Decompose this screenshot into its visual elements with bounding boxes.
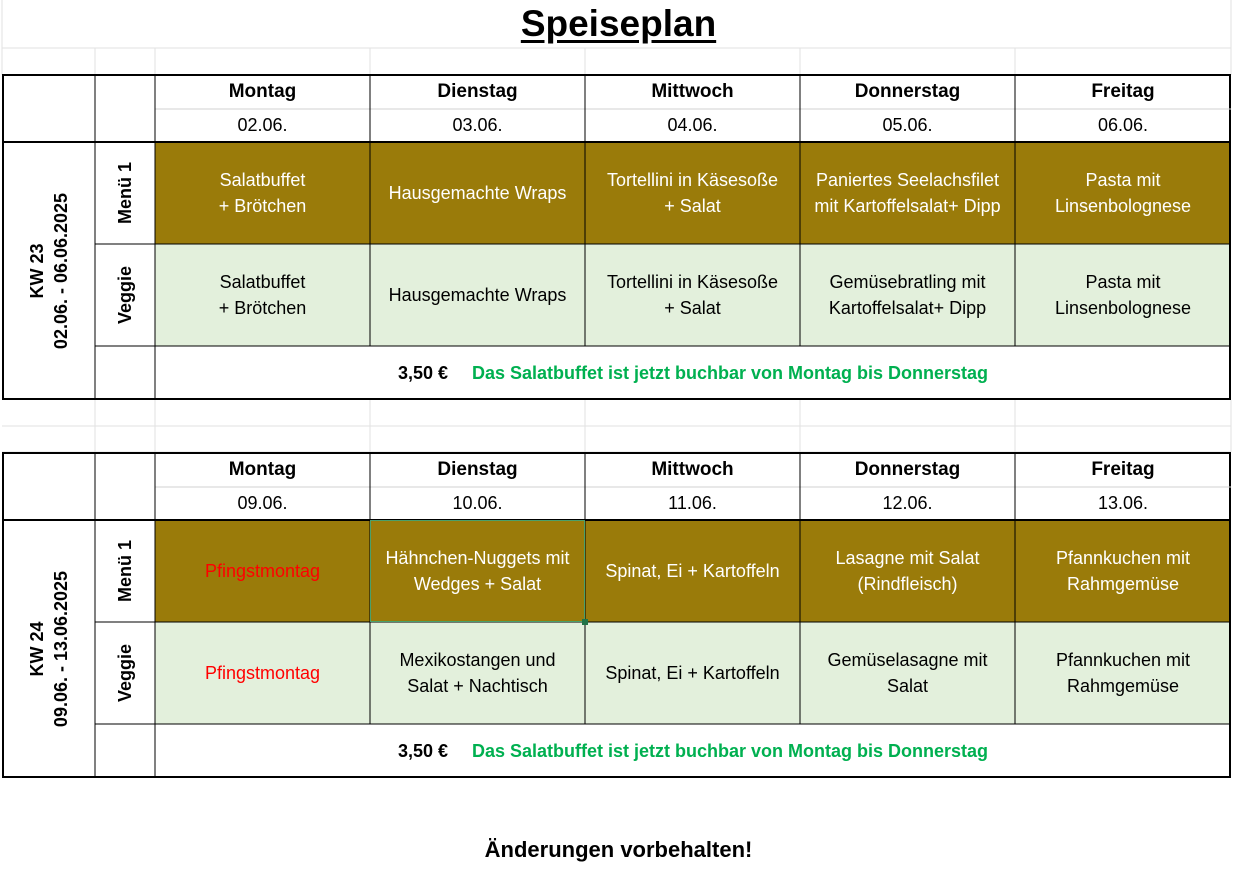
menu-dish-text: Pfingstmontag <box>204 561 321 581</box>
day-header-dienstag[interactable]: Dienstag <box>437 458 518 480</box>
date-cell[interactable]: 06.06. <box>1097 115 1149 135</box>
day-header-mittwoch[interactable]: Mittwoch <box>651 80 734 102</box>
week-number: KW 24 <box>26 621 47 677</box>
date-cell[interactable]: 04.06. <box>667 115 718 135</box>
week-number: KW 23 <box>26 243 47 299</box>
row-label-veggie[interactable] <box>95 244 155 346</box>
day-header-mittwoch[interactable]: Mittwoch <box>651 458 734 480</box>
selected-cell-outline <box>370 520 585 622</box>
menu-cell[interactable] <box>155 142 370 244</box>
date-cell[interactable]: 05.06. <box>882 115 933 135</box>
veggie-dish-text: Pfingstmontag <box>204 663 321 683</box>
veggie-cell[interactable] <box>1015 622 1231 724</box>
menu-dish-text: Lasagne mit Salat (Rindfleisch) <box>835 548 980 594</box>
salad-buffet-note: Das Salatbuffet ist jetzt buchbar von Montag bis Donnerstag <box>471 740 989 761</box>
menu-cell[interactable] <box>1015 520 1231 622</box>
menu-dish-text: Salatbuffet + Brötchen <box>218 170 307 216</box>
veggie-cell[interactable] <box>370 622 585 724</box>
menu-dish-text: Hausgemachte Wraps <box>388 183 567 203</box>
day-header-donnerstag[interactable]: Donnerstag <box>854 458 961 480</box>
veggie-dish-text: Tortellini in Käsesoße + Salat <box>606 272 779 318</box>
veggie-dish-text: Pfannkuchen mit Rahmgemüse <box>1055 650 1191 696</box>
veggie-dish-text: Spinat, Ei + Kartoffeln <box>605 663 780 683</box>
menu-dish-text: Pfannkuchen mit Rahmgemüse <box>1055 548 1191 594</box>
day-header-montag[interactable]: Montag <box>228 458 297 480</box>
veggie-dish-text: Gemüsebratling mit Kartoffelsalat+ Dipp <box>828 272 987 318</box>
week-table <box>2 74 1231 400</box>
menu-cell[interactable] <box>800 142 1015 244</box>
day-header-freitag[interactable]: Freitag <box>1091 458 1155 480</box>
menu-cell[interactable] <box>585 142 800 244</box>
veggie-dish-text: Gemüselasagne mit Salat <box>827 650 988 696</box>
row-label-text: Veggie <box>115 265 135 325</box>
menu-cell[interactable] <box>155 520 370 622</box>
veggie-cell[interactable] <box>585 244 800 346</box>
day-header-dienstag[interactable]: Dienstag <box>437 80 518 102</box>
date-cell[interactable]: 12.06. <box>882 493 933 513</box>
date-cell[interactable]: 11.06. <box>668 493 717 513</box>
menu-cell[interactable] <box>585 520 800 622</box>
menu-dish-text: Pasta mit Linsenbolognese <box>1054 170 1192 216</box>
week-label <box>25 571 73 727</box>
changes-reserved-note: Änderungen vorbehalten! <box>484 837 753 862</box>
day-header-montag[interactable]: Montag <box>228 80 297 102</box>
week-table <box>2 452 1231 778</box>
row-label-veggie[interactable] <box>95 622 155 724</box>
veggie-cell[interactable] <box>155 622 370 724</box>
veggie-cell[interactable] <box>800 622 1015 724</box>
date-cell[interactable]: 10.06. <box>452 493 503 513</box>
price-text: 3,50 € <box>397 362 448 383</box>
week-label-cell[interactable] <box>2 142 95 400</box>
date-cell[interactable]: 02.06. <box>237 115 288 135</box>
menu-cell[interactable] <box>1015 142 1231 244</box>
veggie-cell[interactable] <box>585 622 800 724</box>
week-date-range: 09.06. - 13.06.2025 <box>50 570 71 728</box>
week-label-cell[interactable] <box>2 520 95 778</box>
menu-dish-text: Paniertes Seelachsfilet mit Kartoffelsalat+ Dipp <box>814 170 1001 216</box>
veggie-cell[interactable] <box>155 244 370 346</box>
price-text: 3,50 € <box>397 740 448 761</box>
week-label <box>25 193 73 349</box>
row-label-menu[interactable] <box>95 142 155 244</box>
price-note-row[interactable] <box>155 724 1231 778</box>
veggie-cell[interactable] <box>800 244 1015 346</box>
veggie-cell[interactable] <box>370 244 585 346</box>
day-header-donnerstag[interactable]: Donnerstag <box>854 80 961 102</box>
date-cell[interactable]: 13.06. <box>1097 493 1149 513</box>
menu-cell[interactable] <box>370 142 585 244</box>
veggie-dish-text: Pasta mit Linsenbolognese <box>1054 272 1192 318</box>
veggie-cell[interactable] <box>1015 244 1231 346</box>
menu-dish-text: Tortellini in Käsesoße + Salat <box>606 170 779 216</box>
row-label-text: Veggie <box>115 643 135 703</box>
menu-dish-text: Spinat, Ei + Kartoffeln <box>605 561 780 581</box>
row-label-text: Menü 1 <box>115 539 135 603</box>
day-header-freitag[interactable]: Freitag <box>1091 80 1155 102</box>
date-cell[interactable]: 09.06. <box>237 493 288 513</box>
veggie-dish-text: Mexikostangen und Salat + Nachtisch <box>399 650 556 696</box>
page-title: Speiseplan <box>520 3 717 44</box>
week-date-range: 02.06. - 06.06.2025 <box>50 192 71 350</box>
row-label-text: Menü 1 <box>115 161 135 225</box>
date-cell[interactable]: 03.06. <box>452 115 503 135</box>
menu-cell[interactable] <box>800 520 1015 622</box>
fill-handle[interactable] <box>582 619 588 625</box>
row-label-menu[interactable] <box>95 520 155 622</box>
menu-dish-text: Hähnchen-Nuggets mit Wedges + Salat <box>385 548 570 594</box>
salad-buffet-note: Das Salatbuffet ist jetzt buchbar von Montag bis Donnerstag <box>471 362 989 383</box>
price-note-row[interactable] <box>155 346 1231 400</box>
veggie-dish-text: Salatbuffet + Brötchen <box>218 272 307 318</box>
veggie-dish-text: Hausgemachte Wraps <box>388 285 567 305</box>
